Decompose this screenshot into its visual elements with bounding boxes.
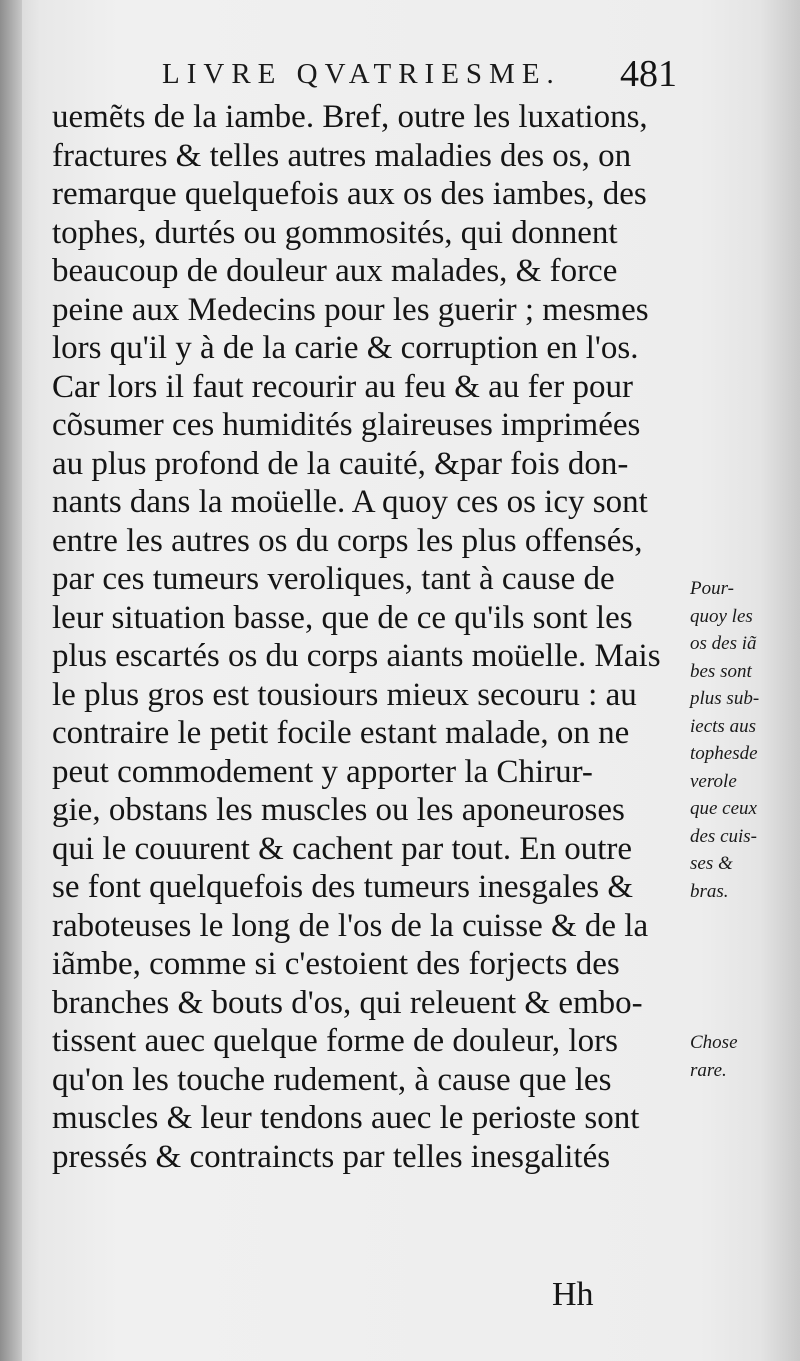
text-line: lors qu'il y à de la carie & corruption en l'os. bbox=[52, 330, 639, 366]
text-line: nants dans la moüelle. A quoy ces os icy sont bbox=[52, 484, 648, 520]
margin-note-line: que ceux bbox=[690, 798, 757, 819]
text-line: cõsumer ces humidités glaireuses imprimées bbox=[52, 407, 641, 443]
margin-note-line: verole bbox=[690, 770, 737, 792]
text-line: plus escartés os du corps aiants moüelle. Mais bbox=[52, 638, 661, 674]
margin-note-line: Chose bbox=[690, 1032, 738, 1053]
text-line: beaucoup de douleur aux malades, & force bbox=[52, 253, 618, 289]
text-line: par ces tumeurs veroliques, tant à cause de bbox=[52, 561, 615, 597]
text-line: uemẽts de la iambe. Bref, outre les luxations, bbox=[52, 99, 648, 135]
text-line: remarque quelquefois aux os des iambes, des bbox=[52, 176, 647, 212]
text-line: leur situation basse, que de ce qu'ils sont les bbox=[52, 599, 633, 636]
text-line: pressés & contraincts par telles inesgalités bbox=[52, 1138, 611, 1175]
text-line: peut commodement y apporter la Chirur- bbox=[52, 753, 593, 790]
margin-note-line: ses & bbox=[690, 853, 733, 874]
text-line: peine aux Medecins pour les guerir ; mesmes bbox=[52, 291, 649, 328]
text-line: gie, obstans les muscles ou les aponeuroses bbox=[52, 792, 625, 828]
text-line: qui le couurent & cachent par tout. En outre bbox=[52, 830, 633, 867]
running-head: LIVRE QVATRIESME. bbox=[162, 58, 561, 90]
text-line: iãmbe, comme si c'estoient des forjects des bbox=[52, 946, 620, 982]
margin-note-line: tophesde bbox=[690, 743, 758, 764]
text-line: Car lors il faut recourir au feu & au fer pour bbox=[52, 368, 633, 405]
margin-note-line: Pour- bbox=[690, 578, 734, 599]
margin-note-line: bras. bbox=[690, 880, 729, 902]
margin-note-line: des cuis- bbox=[690, 825, 758, 847]
body-text bbox=[52, 98, 692, 1176]
margin-note-line: rare. bbox=[690, 1060, 727, 1081]
text-line: se font quelquefois des tumeurs inesgales & bbox=[52, 869, 634, 905]
text-line: contraire le petit focile estant malade, on ne bbox=[52, 715, 630, 751]
margin-note-line: quoy les bbox=[690, 605, 753, 627]
text-line: branches & bouts d'os, qui releuent & embo- bbox=[52, 984, 643, 1021]
text-line: tissent auec quelque forme de douleur, lors bbox=[52, 1023, 618, 1059]
text-line: entre les autres os du corps les plus offensés, bbox=[52, 522, 643, 559]
page-number: 481 bbox=[620, 53, 677, 95]
text-line: fractures & telles autres maladies des os, on bbox=[52, 137, 632, 174]
text-line: tophes, durtés ou gommosités, qui donnent bbox=[52, 214, 618, 251]
page-gutter bbox=[0, 0, 22, 1361]
margin-note-line: plus sub- bbox=[690, 688, 760, 709]
page-header bbox=[0, 52, 800, 102]
signature-mark: Hh bbox=[552, 1276, 594, 1313]
margin-note-line: bes sont bbox=[690, 660, 752, 682]
text-line: raboteuses le long de l'os de la cuisse & de la bbox=[52, 907, 649, 944]
text-line: muscles & leur tendons auec le perioste sont bbox=[52, 1100, 640, 1136]
text-line: qu'on les touche rudement, à cause que les bbox=[52, 1061, 612, 1098]
text-line: le plus gros est tousiours mieux secouru : au bbox=[52, 676, 637, 713]
margin-note-line: iects aus bbox=[690, 715, 756, 737]
text-line: au plus profond de la cauité, &par fois don- bbox=[52, 445, 629, 482]
margin-note-line: os des iã bbox=[690, 633, 757, 654]
